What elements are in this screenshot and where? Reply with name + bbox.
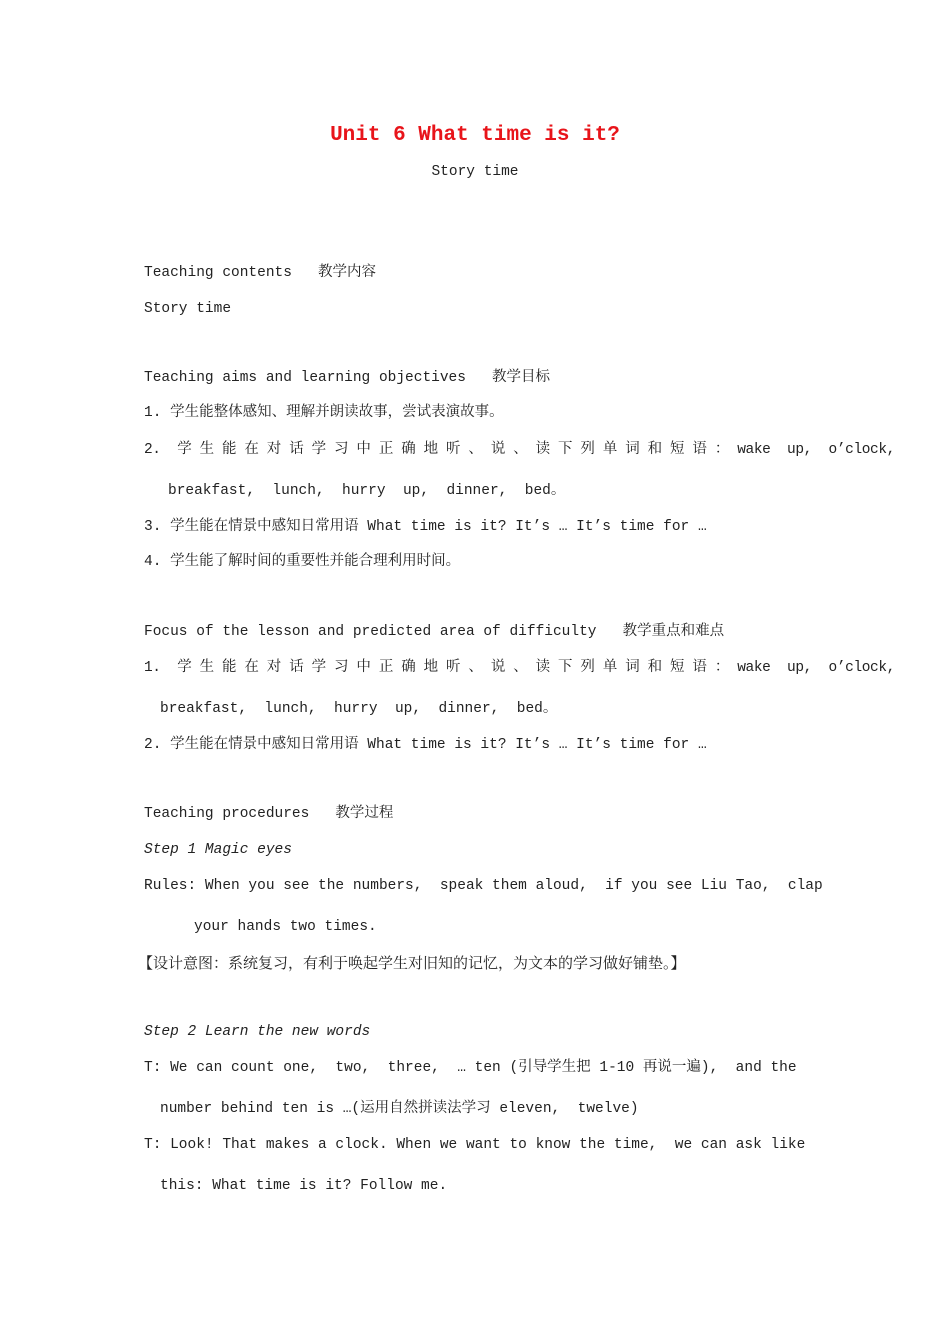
focus-item-2: 2. 学生能在情景中感知日常用语 What time is it? It’s … It’s time for … [144, 737, 707, 753]
focus-heading: Focus of the lesson and predicted area of difficulty 教学重点和难点 [144, 624, 725, 640]
step2-t2-line1: T: Look! That makes a clock. When we want to know the time, we can ask like [144, 1137, 806, 1153]
step2-t1-line2: number behind ten is …(运用自然拼读法学习 eleven, twelve) [160, 1101, 639, 1117]
aims-item-2: 2. 学 生 能 在 对 话 学 习 中 正 确 地 听 、 说 、 读 下 列 单 词 和 短 语 ： wake up, o’clock, [144, 442, 895, 458]
aims-item-4: 4. 学生能了解时间的重要性并能合理利用时间。 [144, 554, 461, 570]
aims-item-3: 3. 学生能在情景中感知日常用语 What time is it? It’s … It’s time for … [144, 519, 707, 535]
contents-body: Story time [144, 301, 232, 317]
step2-title: Step 2 Learn the new words [144, 1024, 371, 1040]
step1-rules-line1: Rules: When you see the numbers, speak them aloud, if you see Liu Tao, clap [144, 878, 823, 894]
step1-design-note: 【设计意图：系统复习，有利于唤起学生对旧知的记忆，为文本的学习做好铺垫。】 [138, 954, 686, 972]
aims-heading: Teaching aims and learning objectives 教学目标 [144, 370, 551, 386]
step1-rules-line2: your hands two times. [194, 919, 377, 935]
aims-item-1: 1. 学生能整体感知、理解并朗读故事，尝试表演故事。 [144, 405, 504, 421]
contents-heading: Teaching contents 教学内容 [144, 265, 377, 281]
document-subtitle: Story time [431, 164, 519, 180]
step2-t2-line2: this: What time is it? Follow me. [160, 1178, 448, 1194]
procedures-heading: Teaching procedures 教学过程 [144, 806, 394, 822]
focus-item-1: 1. 学 生 能 在 对 话 学 习 中 正 确 地 听 、 说 、 读 下 列 单 词 和 短 语 ： wake up, o’clock, [144, 660, 895, 676]
step1-title: Step 1 Magic eyes [144, 842, 292, 858]
focus-item-1-cont: breakfast, lunch, hurry up, dinner, bed。 [160, 701, 558, 717]
aims-item-2-cont: breakfast, lunch, hurry up, dinner, bed。 [168, 483, 566, 499]
step2-t1-line1: T: We can count one, two, three, … ten (引导学生把 1-10 再说一遍), and the [144, 1060, 797, 1076]
document-title: Unit 6 What time is it? [330, 124, 620, 147]
